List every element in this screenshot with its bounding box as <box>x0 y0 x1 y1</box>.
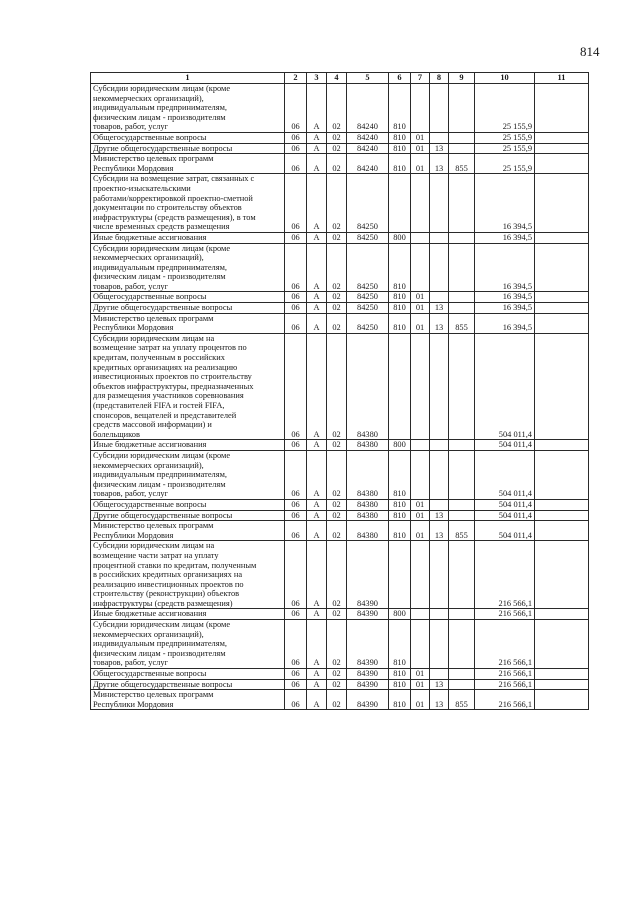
cell-amount: 16 394,5 <box>475 313 535 333</box>
cell-expense-type: 800 <box>389 232 411 243</box>
cell-ministry-code <box>449 243 475 292</box>
row-name: Общегосударственные вопросы <box>91 499 285 510</box>
cell-amount: 504 011,4 <box>475 499 535 510</box>
cell-program: А <box>307 132 327 143</box>
cell-subsection-code <box>430 440 449 451</box>
table-row <box>91 232 589 243</box>
cell-amount-extra <box>535 499 589 510</box>
cell-subsection-code <box>430 132 449 143</box>
cell-subprogram: 02 <box>327 450 347 499</box>
cell-amount-extra <box>535 154 589 174</box>
cell-section: 06 <box>285 84 307 133</box>
table-row <box>91 669 589 680</box>
cell-expense-type: 810 <box>389 292 411 303</box>
row-name: Другие общегосударственные вопросы <box>91 679 285 690</box>
column-header: 2 <box>285 73 307 84</box>
cell-section: 06 <box>285 154 307 174</box>
cell-amount: 504 011,4 <box>475 521 535 541</box>
cell-subsection-code <box>430 174 449 233</box>
cell-program: А <box>307 243 327 292</box>
cell-ministry-code <box>449 440 475 451</box>
cell-expense-type <box>389 333 411 440</box>
cell-section-code <box>411 541 430 609</box>
table-row <box>91 303 589 314</box>
table-row <box>91 679 589 690</box>
table-row <box>91 690 589 710</box>
cell-ministry-code: 855 <box>449 690 475 710</box>
cell-subsection-code: 13 <box>430 313 449 333</box>
table-row <box>91 84 589 133</box>
cell-section: 06 <box>285 292 307 303</box>
cell-amount-extra <box>535 510 589 521</box>
cell-expense-type: 810 <box>389 143 411 154</box>
cell-amount-extra <box>535 609 589 620</box>
cell-expense-type: 810 <box>389 690 411 710</box>
cell-amount-extra <box>535 143 589 154</box>
cell-amount: 216 566,1 <box>475 690 535 710</box>
cell-amount-extra <box>535 440 589 451</box>
row-name: Субсидии юридическим лицам на возмещение части затрат на уплату процентной ставки по кредитам, полученным в российских кредитных организациях на реализацию инвестиционных проектов по строительству (реконструкции) объектов инфраструктуры (средств размещения) <box>91 541 285 609</box>
table-row <box>91 243 589 292</box>
cell-ministry-code <box>449 541 475 609</box>
table-row <box>91 143 589 154</box>
column-header: 3 <box>307 73 327 84</box>
cell-subsection-code: 13 <box>430 303 449 314</box>
cell-program: А <box>307 679 327 690</box>
cell-amount-extra <box>535 690 589 710</box>
cell-amount: 504 011,4 <box>475 333 535 440</box>
cell-expense-type: 810 <box>389 510 411 521</box>
cell-section: 06 <box>285 620 307 669</box>
cell-section: 06 <box>285 609 307 620</box>
cell-subprogram: 02 <box>327 313 347 333</box>
row-name: Субсидии юридическим лицам (кроме некоммерческих организаций), индивидуальным предпринимателям, физическим лицам - производителям товаров, работ, услуг <box>91 620 285 669</box>
cell-section-code <box>411 440 430 451</box>
cell-section-code <box>411 174 430 233</box>
cell-section-code: 01 <box>411 510 430 521</box>
cell-expense-type: 810 <box>389 313 411 333</box>
column-header: 1 <box>91 73 285 84</box>
cell-program: А <box>307 174 327 233</box>
cell-subsection-code <box>430 333 449 440</box>
cell-expense-type: 810 <box>389 499 411 510</box>
cell-subprogram: 02 <box>327 541 347 609</box>
row-name: Другие общегосударственные вопросы <box>91 143 285 154</box>
cell-section-code: 01 <box>411 292 430 303</box>
cell-subsection-code: 13 <box>430 521 449 541</box>
cell-amount-extra <box>535 84 589 133</box>
cell-subprogram: 02 <box>327 521 347 541</box>
cell-amount: 216 566,1 <box>475 679 535 690</box>
cell-target-article: 84390 <box>347 541 389 609</box>
cell-section-code: 01 <box>411 499 430 510</box>
cell-target-article: 84250 <box>347 174 389 233</box>
cell-section: 06 <box>285 333 307 440</box>
cell-section: 06 <box>285 521 307 541</box>
table-row <box>91 450 589 499</box>
cell-section-code: 01 <box>411 690 430 710</box>
cell-amount: 504 011,4 <box>475 440 535 451</box>
cell-subprogram: 02 <box>327 84 347 133</box>
column-header: 6 <box>389 73 411 84</box>
cell-expense-type: 810 <box>389 303 411 314</box>
row-name: Иные бюджетные ассигнования <box>91 609 285 620</box>
cell-expense-type: 800 <box>389 609 411 620</box>
row-name: Субсидии юридическим лицам на возмещение затрат на уплату процентов по кредитам, полученным в российских кредитных организациях на реализацию инвестиционных проектов по строительству объектов инфраструктуры, предназначенных для размещения участников соревнования (представителей FIFA и гостей FIFA, спонсоров, вещателей и представителей средств массовой информации) и болельщиков <box>91 333 285 440</box>
cell-program: А <box>307 620 327 669</box>
cell-target-article: 84390 <box>347 669 389 680</box>
cell-subprogram: 02 <box>327 292 347 303</box>
table-row <box>91 292 589 303</box>
cell-amount: 216 566,1 <box>475 620 535 669</box>
cell-target-article: 84380 <box>347 521 389 541</box>
cell-section: 06 <box>285 132 307 143</box>
cell-target-article: 84380 <box>347 333 389 440</box>
budget-table <box>90 72 589 710</box>
column-header: 7 <box>411 73 430 84</box>
cell-expense-type: 810 <box>389 521 411 541</box>
row-name: Субсидии на возмещение затрат, связанных с проектно-изыскательскими работами/корректировкой проектно-сметной документации по строительству объектов инфраструктуры (средств размещения), в том числе временных средств размещения <box>91 174 285 233</box>
cell-subprogram: 02 <box>327 132 347 143</box>
cell-target-article: 84250 <box>347 243 389 292</box>
row-name: Субсидии юридическим лицам (кроме некоммерческих организаций), индивидуальным предпринимателям, физическим лицам - производителям товаров, работ, услуг <box>91 243 285 292</box>
cell-target-article: 84380 <box>347 450 389 499</box>
row-name: Министерство целевых программ Республики Мордовия <box>91 521 285 541</box>
cell-program: А <box>307 669 327 680</box>
cell-target-article: 84240 <box>347 132 389 143</box>
cell-section-code <box>411 232 430 243</box>
cell-subsection-code: 13 <box>430 143 449 154</box>
cell-ministry-code <box>449 510 475 521</box>
cell-amount: 216 566,1 <box>475 609 535 620</box>
cell-subsection-code <box>430 541 449 609</box>
row-name: Министерство целевых программ Республики Мордовия <box>91 154 285 174</box>
cell-section-code: 01 <box>411 313 430 333</box>
cell-section-code: 01 <box>411 521 430 541</box>
cell-subsection-code: 13 <box>430 690 449 710</box>
row-name: Общегосударственные вопросы <box>91 132 285 143</box>
cell-subprogram: 02 <box>327 510 347 521</box>
cell-amount-extra <box>535 521 589 541</box>
cell-expense-type: 810 <box>389 132 411 143</box>
cell-section: 06 <box>285 143 307 154</box>
column-header: 9 <box>449 73 475 84</box>
column-header: 11 <box>535 73 589 84</box>
table-row <box>91 333 589 440</box>
cell-amount: 25 155,9 <box>475 132 535 143</box>
cell-ministry-code <box>449 84 475 133</box>
cell-expense-type: 810 <box>389 669 411 680</box>
cell-amount-extra <box>535 303 589 314</box>
cell-program: А <box>307 609 327 620</box>
page-number: 814 <box>580 44 600 59</box>
table-row <box>91 499 589 510</box>
cell-program: А <box>307 313 327 333</box>
cell-subsection-code <box>430 292 449 303</box>
cell-program: А <box>307 499 327 510</box>
cell-ministry-code <box>449 232 475 243</box>
cell-program: А <box>307 690 327 710</box>
table-row <box>91 132 589 143</box>
cell-ministry-code <box>449 499 475 510</box>
cell-subsection-code <box>430 669 449 680</box>
cell-expense-type: 810 <box>389 679 411 690</box>
row-name: Министерство целевых программ Республики Мордовия <box>91 313 285 333</box>
cell-amount-extra <box>535 679 589 690</box>
cell-ministry-code <box>449 132 475 143</box>
row-name: Субсидии юридическим лицам (кроме некоммерческих организаций), индивидуальным предпринимателям, физическим лицам - производителям товаров, работ, услуг <box>91 84 285 133</box>
table-row <box>91 440 589 451</box>
cell-ministry-code: 855 <box>449 313 475 333</box>
cell-target-article: 84390 <box>347 620 389 669</box>
cell-ministry-code <box>449 292 475 303</box>
cell-program: А <box>307 450 327 499</box>
cell-section: 06 <box>285 440 307 451</box>
cell-program: А <box>307 143 327 154</box>
row-name: Субсидии юридическим лицам (кроме некоммерческих организаций), индивидуальным предпринимателям, физическим лицам - производителям товаров, работ, услуг <box>91 450 285 499</box>
cell-subprogram: 02 <box>327 174 347 233</box>
table-row <box>91 541 589 609</box>
cell-subprogram: 02 <box>327 440 347 451</box>
cell-amount-extra <box>535 620 589 669</box>
table-row <box>91 313 589 333</box>
cell-target-article: 84250 <box>347 292 389 303</box>
row-name: Иные бюджетные ассигнования <box>91 232 285 243</box>
cell-amount: 16 394,5 <box>475 232 535 243</box>
cell-subprogram: 02 <box>327 609 347 620</box>
cell-target-article: 84380 <box>347 440 389 451</box>
cell-section: 06 <box>285 690 307 710</box>
cell-section: 06 <box>285 541 307 609</box>
cell-ministry-code <box>449 620 475 669</box>
cell-amount: 504 011,4 <box>475 450 535 499</box>
cell-subprogram: 02 <box>327 243 347 292</box>
table-row <box>91 510 589 521</box>
cell-section: 06 <box>285 303 307 314</box>
cell-subprogram: 02 <box>327 669 347 680</box>
cell-amount: 16 394,5 <box>475 303 535 314</box>
cell-target-article: 84240 <box>347 154 389 174</box>
cell-subsection-code <box>430 84 449 133</box>
cell-amount-extra <box>535 669 589 680</box>
cell-target-article: 84250 <box>347 313 389 333</box>
cell-section: 06 <box>285 510 307 521</box>
cell-expense-type: 810 <box>389 154 411 174</box>
cell-section-code <box>411 84 430 133</box>
cell-expense-type: 810 <box>389 620 411 669</box>
cell-ministry-code <box>449 174 475 233</box>
cell-amount-extra <box>535 132 589 143</box>
cell-amount: 216 566,1 <box>475 669 535 680</box>
cell-section: 06 <box>285 450 307 499</box>
cell-ministry-code <box>449 450 475 499</box>
cell-amount-extra <box>535 232 589 243</box>
cell-section: 06 <box>285 679 307 690</box>
cell-subprogram: 02 <box>327 232 347 243</box>
column-header: 10 <box>475 73 535 84</box>
cell-target-article: 84390 <box>347 609 389 620</box>
table-body <box>91 84 589 710</box>
cell-section: 06 <box>285 669 307 680</box>
cell-ministry-code <box>449 669 475 680</box>
cell-amount: 504 011,4 <box>475 510 535 521</box>
row-name: Другие общегосударственные вопросы <box>91 510 285 521</box>
cell-section-code <box>411 243 430 292</box>
cell-expense-type: 810 <box>389 84 411 133</box>
column-header: 5 <box>347 73 389 84</box>
header-row <box>91 73 589 84</box>
table-row <box>91 609 589 620</box>
cell-section: 06 <box>285 499 307 510</box>
cell-section-code: 01 <box>411 679 430 690</box>
table-row <box>91 154 589 174</box>
cell-subprogram: 02 <box>327 333 347 440</box>
cell-expense-type <box>389 541 411 609</box>
cell-section-code: 01 <box>411 669 430 680</box>
cell-section-code: 01 <box>411 132 430 143</box>
cell-section: 06 <box>285 243 307 292</box>
cell-target-article: 84380 <box>347 510 389 521</box>
cell-section-code: 01 <box>411 143 430 154</box>
cell-expense-type <box>389 174 411 233</box>
cell-amount: 16 394,5 <box>475 174 535 233</box>
cell-section: 06 <box>285 174 307 233</box>
cell-program: А <box>307 154 327 174</box>
cell-ministry-code: 855 <box>449 521 475 541</box>
cell-subprogram: 02 <box>327 143 347 154</box>
cell-amount-extra <box>535 450 589 499</box>
cell-program: А <box>307 521 327 541</box>
cell-subprogram: 02 <box>327 499 347 510</box>
cell-ministry-code <box>449 143 475 154</box>
cell-section-code: 01 <box>411 303 430 314</box>
column-header: 8 <box>430 73 449 84</box>
row-name: Министерство целевых программ Республики Мордовия <box>91 690 285 710</box>
cell-subprogram: 02 <box>327 154 347 174</box>
cell-section: 06 <box>285 232 307 243</box>
cell-program: А <box>307 292 327 303</box>
row-name: Другие общегосударственные вопросы <box>91 303 285 314</box>
cell-target-article: 84390 <box>347 690 389 710</box>
cell-program: А <box>307 232 327 243</box>
cell-section: 06 <box>285 313 307 333</box>
cell-program: А <box>307 303 327 314</box>
cell-ministry-code <box>449 679 475 690</box>
cell-expense-type: 800 <box>389 440 411 451</box>
cell-section-code <box>411 450 430 499</box>
cell-subprogram: 02 <box>327 303 347 314</box>
cell-subsection-code <box>430 232 449 243</box>
cell-program: А <box>307 510 327 521</box>
cell-amount: 25 155,9 <box>475 143 535 154</box>
cell-target-article: 84380 <box>347 499 389 510</box>
cell-amount-extra <box>535 174 589 233</box>
cell-amount-extra <box>535 333 589 440</box>
cell-target-article: 84240 <box>347 143 389 154</box>
cell-program: А <box>307 440 327 451</box>
cell-section-code <box>411 620 430 669</box>
cell-expense-type: 810 <box>389 450 411 499</box>
cell-section-code: 01 <box>411 154 430 174</box>
cell-ministry-code: 855 <box>449 154 475 174</box>
cell-amount: 16 394,5 <box>475 243 535 292</box>
cell-amount-extra <box>535 243 589 292</box>
cell-amount-extra <box>535 313 589 333</box>
table-row <box>91 521 589 541</box>
cell-subprogram: 02 <box>327 620 347 669</box>
cell-section-code <box>411 333 430 440</box>
cell-ministry-code <box>449 333 475 440</box>
table-row <box>91 620 589 669</box>
cell-ministry-code <box>449 609 475 620</box>
cell-expense-type: 810 <box>389 243 411 292</box>
cell-target-article: 84250 <box>347 303 389 314</box>
cell-amount: 216 566,1 <box>475 541 535 609</box>
cell-target-article: 84250 <box>347 232 389 243</box>
row-name: Общегосударственные вопросы <box>91 292 285 303</box>
cell-program: А <box>307 333 327 440</box>
row-name: Общегосударственные вопросы <box>91 669 285 680</box>
cell-amount: 25 155,9 <box>475 84 535 133</box>
cell-subsection-code: 13 <box>430 679 449 690</box>
cell-subsection-code: 13 <box>430 510 449 521</box>
cell-subsection-code <box>430 609 449 620</box>
table-row <box>91 174 589 233</box>
cell-subsection-code <box>430 620 449 669</box>
cell-amount-extra <box>535 292 589 303</box>
cell-program: А <box>307 541 327 609</box>
cell-section-code <box>411 609 430 620</box>
column-header: 4 <box>327 73 347 84</box>
row-name: Иные бюджетные ассигнования <box>91 440 285 451</box>
cell-target-article: 84240 <box>347 84 389 133</box>
cell-target-article: 84390 <box>347 679 389 690</box>
cell-subsection-code <box>430 243 449 292</box>
cell-subsection-code: 13 <box>430 154 449 174</box>
cell-amount: 25 155,9 <box>475 154 535 174</box>
cell-program: А <box>307 84 327 133</box>
cell-subsection-code <box>430 499 449 510</box>
cell-amount-extra <box>535 541 589 609</box>
cell-amount: 16 394,5 <box>475 292 535 303</box>
cell-subsection-code <box>430 450 449 499</box>
cell-subprogram: 02 <box>327 679 347 690</box>
cell-ministry-code <box>449 303 475 314</box>
cell-subprogram: 02 <box>327 690 347 710</box>
